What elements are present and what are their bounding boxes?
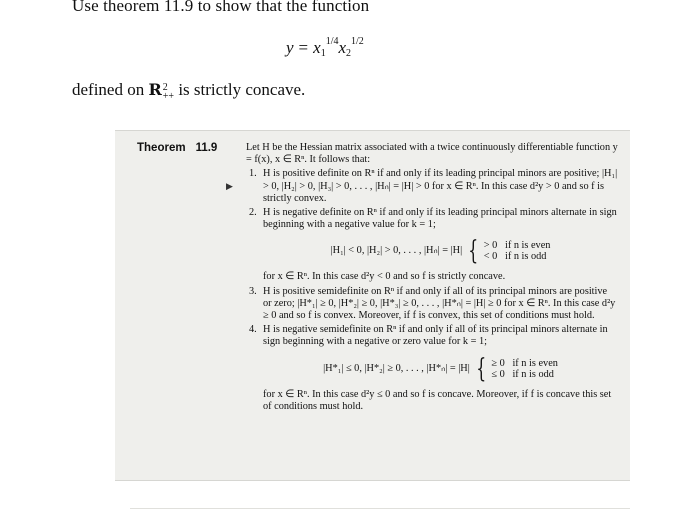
display-equation [263,236,618,267]
theorem-intro: Let H be the Hessian matrix associated with a twice continuously differentiable function y = f(x), x ∈ Rⁿ. It follows that: [246,142,618,166]
formula-x1: x [313,38,321,57]
function-formula [286,36,364,59]
display-lhs: |H*₁| ≤ 0, |H*₂| ≥ 0, . . . , |H*ₙ| = |H| [323,362,470,374]
case-even: > 0 if n is even [483,240,551,252]
theorem-label [137,142,217,154]
box-top-border [115,130,630,131]
bottom-divider [130,508,630,509]
case-odd: ≤ 0 if n is odd [491,368,554,380]
domain-subscript: ++ [162,91,175,102]
formula-x2-exponent: 1/2 [351,36,364,47]
item-number: 1. [249,168,257,180]
theorem-item-4 [246,324,618,413]
question-line-3-post: is strictly concave. [174,80,306,99]
theorem-item-2 [246,207,618,284]
item-text: H is negative semidefinite on Rⁿ if and only if all of its principal minors alternate in sign beginning with a negative or zero value for k = 1; [263,324,608,348]
domain-scripts [163,83,174,101]
left-brace-icon: { [476,353,487,384]
left-brace-icon: { [468,236,479,267]
question-line-3 [72,80,305,101]
item-text: H is positive semidefinite on Rⁿ if and only if all of its principal minors are positive or zero; |H*₁| ≥ 0, |H*₂| ≥ 0, |H*₃| ≥ 0, . . . , |H*ₙ| = |H| ≥ 0 for x ∈ Rⁿ. In this case d²y ≥ 0 and so f is convex. Moreover, if f is convex, this set of conditions must hold. [263,285,616,322]
theorem-item-1 [246,168,618,205]
formula-x1-subscript: 1 [320,48,326,59]
item-number: 3. [249,285,257,297]
item-after-text: for x ∈ Rⁿ. In this case d²y ≤ 0 and so f is concave. Moreover, if f is concave this set of conditions must hold. [263,388,612,412]
item-after-text: for x ∈ Rⁿ. In this case d²y < 0 and so f is strictly concave. [263,271,506,283]
bullet-arrow-icon: ▶ [226,181,233,191]
box-bottom-border [115,480,630,481]
formula-x2-subscript: 2 [346,48,352,59]
case-even: ≥ 0 if n is even [491,357,558,369]
question-line-1: Use theorem 11.9 to show that the function [72,0,370,15]
domain-superscript: 2 [162,82,168,93]
display-equation [263,353,618,384]
formula-x1-exponent: 1/4 [325,36,339,47]
display-cases [491,358,558,380]
item-number: 4. [249,324,257,336]
formula-equals: = [298,38,309,57]
domain-symbol: R [148,80,162,99]
theorem-item-3 [246,286,618,323]
theorem-word: Theorem [137,142,186,154]
question-line-3-pre: defined on [72,80,149,99]
theorem-number: 11.9 [195,142,218,154]
item-text: H is negative definite on Rⁿ if and only if its leading principal minors alternate in sign beginning with a negative value for k = 1; [263,207,617,231]
item-text: H is positive definite on Rⁿ if and only if its leading principal minors are positive; |H₁| > 0, |H₂| > 0, |H₃| > 0, . . . , |Hₙ| = |H| > 0 for x ∈ Rⁿ. In this case d²y > 0 and so f is strictly convex. [263,168,618,204]
formula-y: y [286,38,294,57]
theorem-body [246,142,618,413]
case-odd: < 0 if n is odd [483,251,547,263]
display-cases [484,240,551,262]
display-lhs: |H₁| < 0, |H₂| > 0, . . . , |Hₙ| = |H| [330,245,463,257]
formula-x2: x [338,38,347,57]
item-number: 2. [249,207,257,219]
